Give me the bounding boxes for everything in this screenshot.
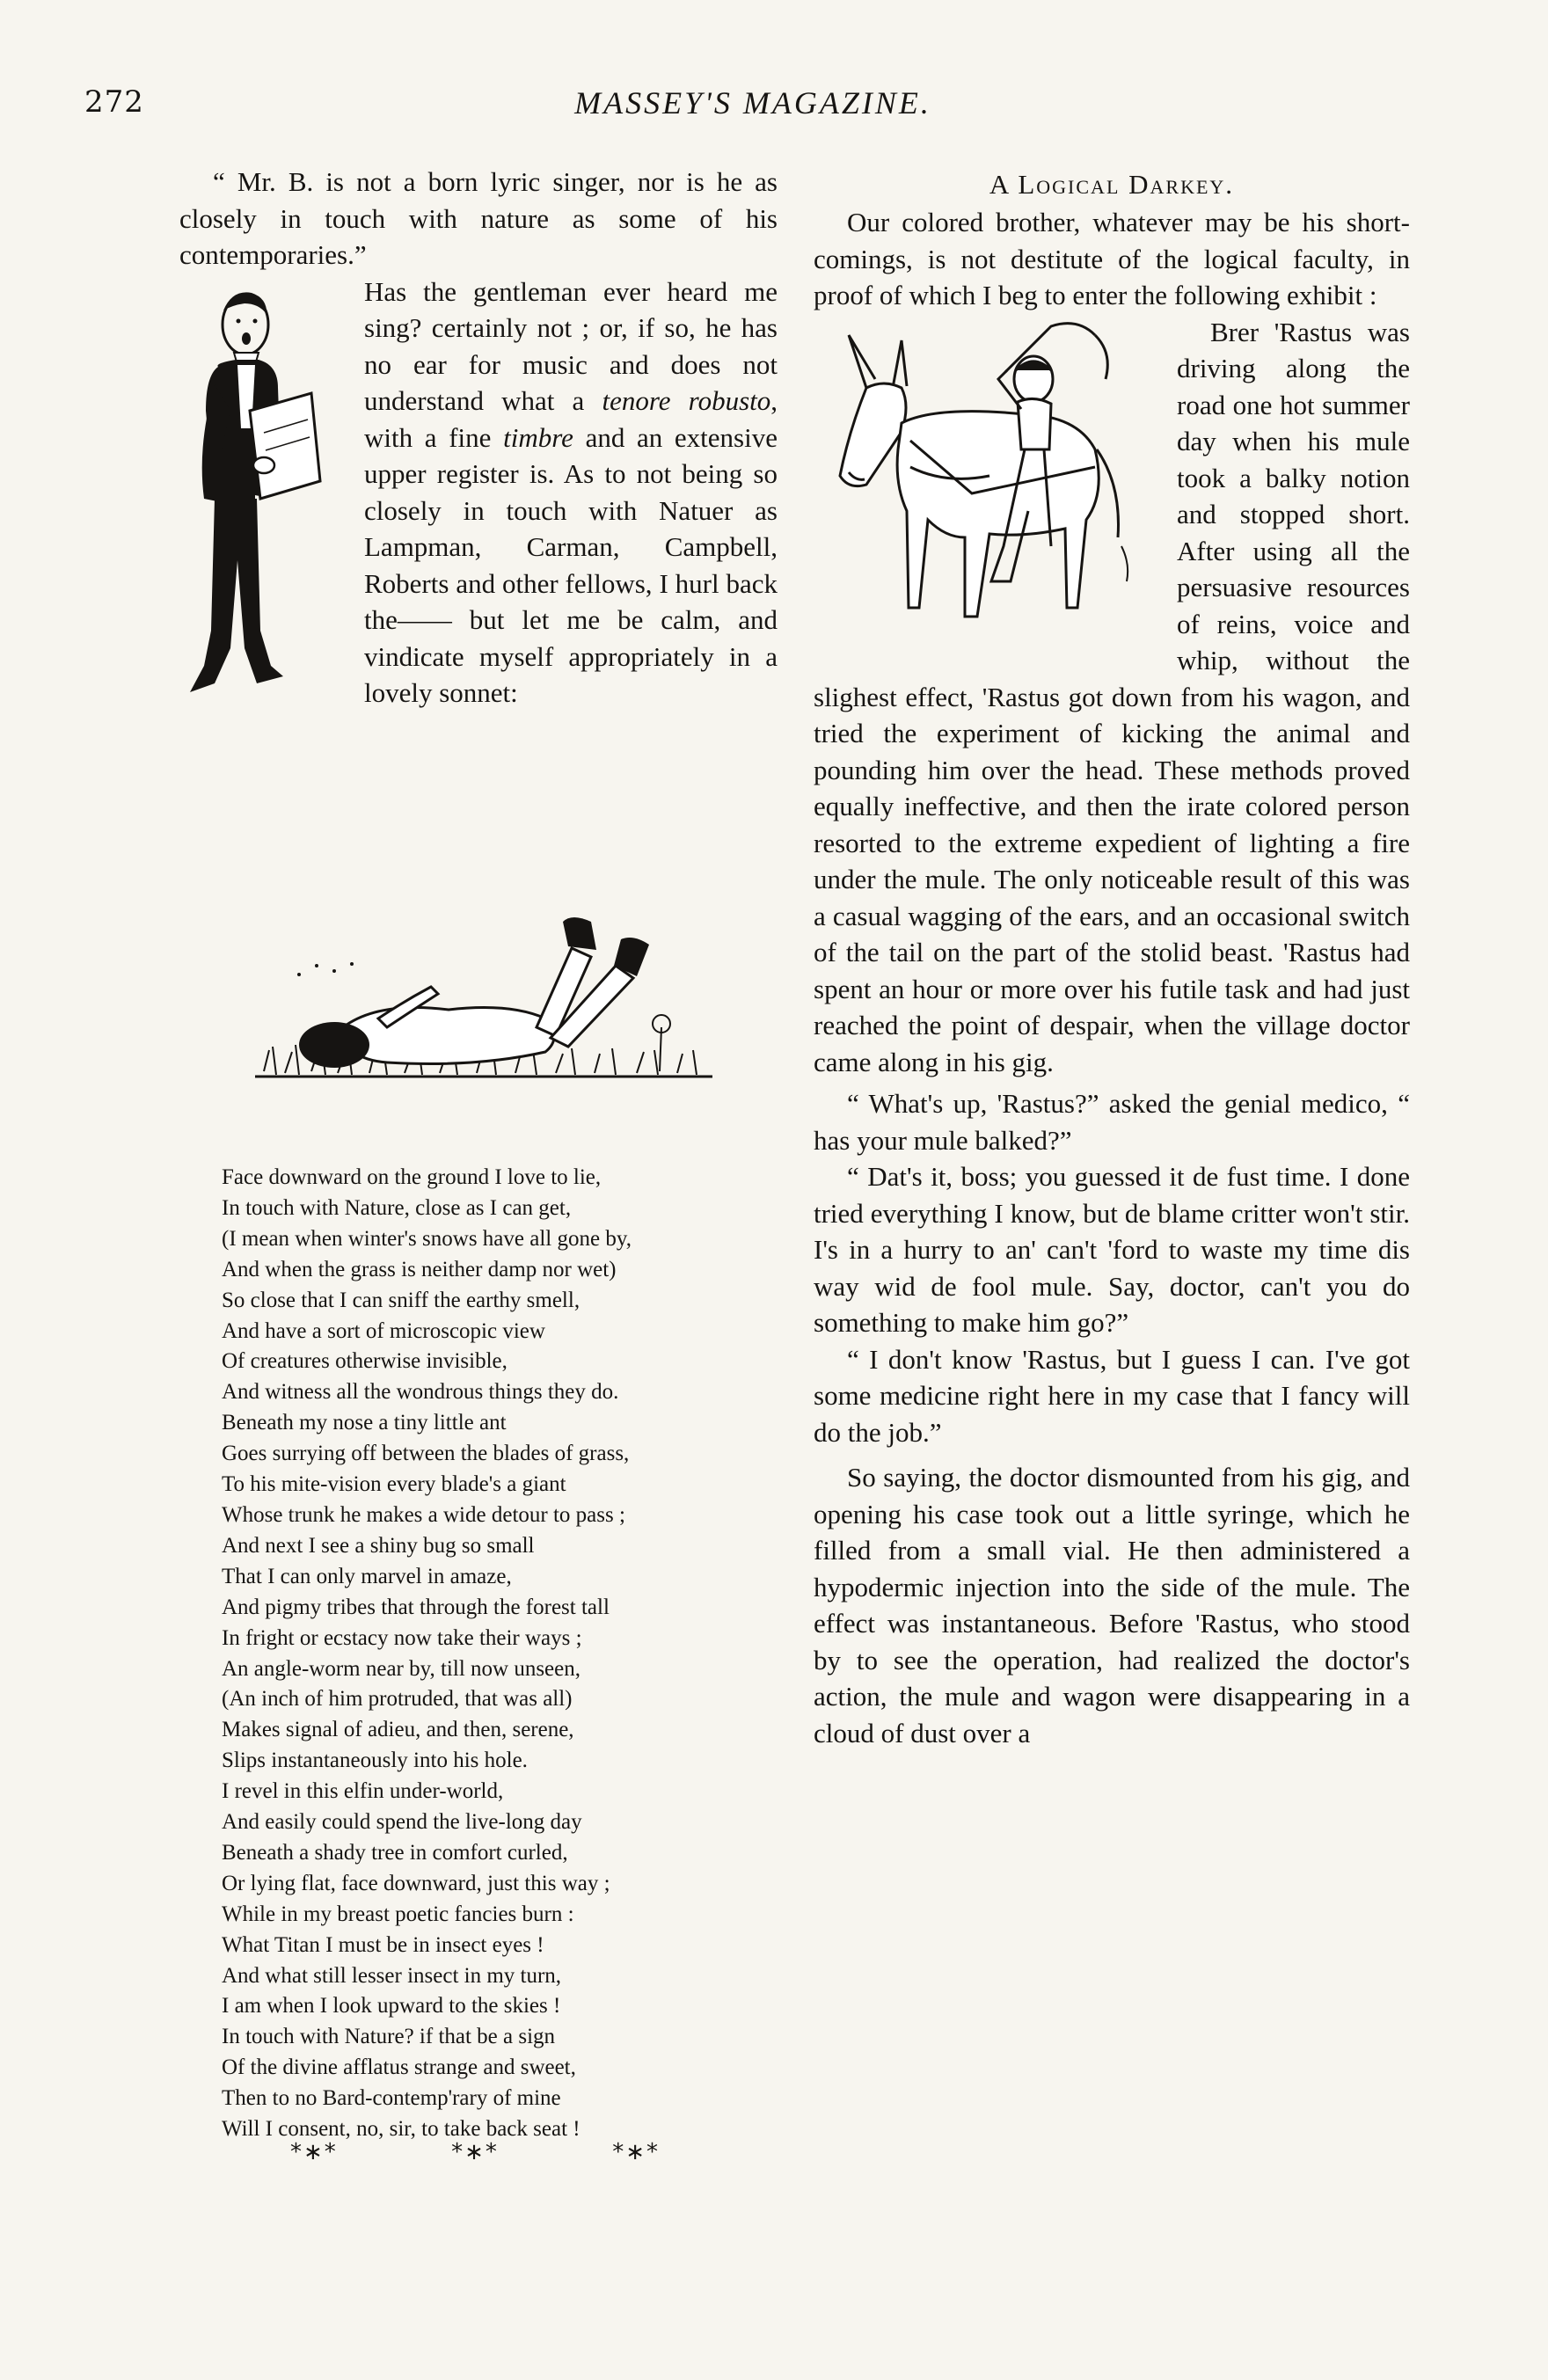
rebuttal-part-5: and an extensive upper register is. As to not being so closely in touch with Natuer as Lampman, Carman, Campbell, Roberts and other fellows, I hurl back the—— but let me be calm, and vindicate myself appropriately in a lovely sonnet: [364, 421, 778, 708]
poem-line: I revel in this elfin under-world, [222, 1779, 504, 1804]
poem-line: Beneath a shady tree in comfort curled, [222, 1840, 568, 1865]
intro-paragraph: Our colored brother, whatever may be his short-comings, is not destitute of the logical faculty, in proof of which I beg to enter the following exhibit : [814, 207, 1410, 310]
critic-quote: “ Mr. B. is not a born lyric singer, nor is he as closely in touch with nature as some of his contemporaries.” [179, 166, 778, 270]
poem-line: Will I consent, no, sir, to take back seat ! [222, 2117, 580, 2142]
poem-line: That I can only marvel in amaze, [222, 1564, 512, 1588]
poem-line: Of creatures otherwise invisible, [222, 1349, 507, 1374]
asterism-mark: *∗* [451, 2139, 499, 2165]
poem-line: (An inch of him protruded, that was all) [222, 1687, 573, 1712]
closing-paragraph: So saying, the doctor dismounted from his gig, and opening his case took out a little syringe, which he filled from a small vial. He then administered a hypodermic injection into the side of the mule. The effect was instantaneous. Before 'Rastus, who stood by to see the operation, had realized the doctor's action, the mule and wagon were disappearing in a cloud of dust over a [814, 1462, 1410, 1748]
asterism-mark: *∗* [612, 2139, 660, 2165]
poem-line: Or lying flat, face downward, just this way ; [222, 1871, 610, 1895]
poem-line: An angle-worm near by, till now unseen, [222, 1656, 580, 1681]
poem-line: And have a sort of microscopic view [222, 1318, 545, 1343]
right-column [814, 164, 1410, 1751]
poem-line: While in my breast poetic fancies burn : [222, 1902, 574, 1926]
doctor-question: “ What's up, 'Rastus?” asked the genial medico, “ has your mule balked?” [814, 1088, 1410, 1156]
poem-line: And when the grass is neither damp nor wet) [222, 1257, 617, 1281]
poem-line: In fright or ecstacy now take their ways ; [222, 1625, 582, 1650]
rebuttal-part-1: Has the gentleman ever heard me sing? certainly not ; or, if so, he has no ear for music and does not understand what a [364, 275, 778, 416]
poem-line: So close that I can sniff the earthy smell, [222, 1288, 580, 1312]
rastus-reply: “ Dat's it, boss; you guessed it de fust time. I done tried everything I know, but de blame critter won't stir. I's in a hurry to an' can't 'ford to waste my time dis way wid de fool mule. Say, doctor, can't you do something to make him go?” [814, 1161, 1410, 1338]
poem-line: And next I see a shiny bug so small [222, 1533, 535, 1558]
lying-poet-illustration [246, 895, 739, 1106]
asterism-mark: *∗* [290, 2139, 338, 2165]
man-whipping-mule-icon [814, 318, 1170, 650]
singer-illustration [179, 279, 355, 741]
sonnet [222, 1163, 785, 2145]
left-column [179, 164, 778, 741]
poem-line: Face downward on the ground I love to lie, [222, 1165, 602, 1189]
poem-line: Of the divine afflatus strange and sweet, [222, 2055, 576, 2080]
poem-line: Makes signal of adieu, and then, serene, [222, 1718, 574, 1742]
poem-line: And what still lesser insect in my turn, [222, 1963, 562, 1988]
mule-illustration [814, 318, 1170, 650]
poem-line: Whose trunk he makes a wide detour to pass ; [222, 1502, 625, 1527]
poem-line: Slips instantaneously into his hole. [222, 1748, 528, 1773]
man-lying-in-grass-icon [246, 895, 739, 1106]
poem-line: Goes surrying off between the blades of grass, [222, 1442, 630, 1466]
story-paragraph: Brer 'Rastus was driving along the road one hot summer day when his mule took a balky notion and stopped short. After using all the persuasive resources of reins, voice and whip, without the slighest effect, 'Rastus got down from his wagon, and tried the experiment of kicking the animal and pounding him over the head. These methods proved equally ineffective, and then the irate colored person resorted to the extreme expedient of lighting a fire under the mule. The only noticeable result of this was a casual wagging of the ears, and an occasional switch of the tail on the part of the stolid beast. 'Rastus had spent an hour or more over his futile task and had just reached the point of despair, when the village doctor came along in his gig. [814, 316, 1410, 1077]
section-ornament [290, 2139, 660, 2165]
poem-line: Beneath my nose a tiny little ant [222, 1411, 507, 1435]
poem-line: What Titan I must be in insect eyes ! [222, 1932, 544, 1957]
poem-line: In touch with Nature, close as I can get, [222, 1195, 572, 1220]
tenore-robusto-term: tenore robusto [602, 385, 771, 416]
page-number: 272 [84, 84, 144, 120]
timbre-term: timbre [503, 421, 573, 453]
poem-line: (I mean when winter's snows have all gone by, [222, 1226, 632, 1251]
article-title: A Logical Darkey. [989, 169, 1235, 200]
poem-line: And witness all the wondrous things they do. [222, 1380, 619, 1405]
poem-line: In touch with Nature? if that be a sign [222, 2025, 556, 2049]
poem-line: To his mite-vision every blade's a giant [222, 1472, 566, 1497]
poem-line: And pigmy tribes that through the forest tall [222, 1595, 610, 1619]
doctor-answer: “ I don't know 'Rastus, but I guess I can. I've got some medicine right here in my case that I fancy will do the job.” [814, 1343, 1410, 1448]
running-title: MASSEY'S MAGAZINE. [574, 85, 931, 120]
page-header [84, 84, 1421, 137]
rebuttal-part-3: , with a fine [364, 385, 778, 453]
poem-line: And easily could spend the live-long day [222, 1810, 582, 1835]
poem-line: Then to no Bard-contemp'rary of mine [222, 2086, 561, 2111]
poem-line: I am when I look upward to the skies ! [222, 1994, 561, 2019]
singer-figure-icon [179, 279, 355, 741]
